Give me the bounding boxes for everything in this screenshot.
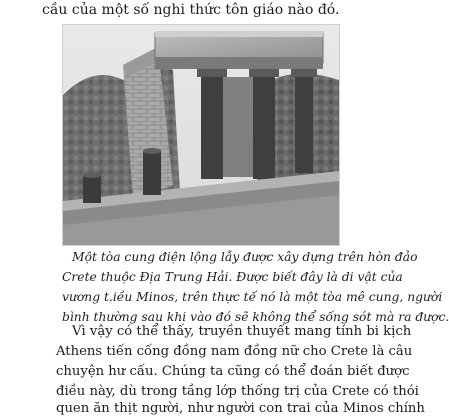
body-line-1 <box>72 321 412 342</box>
body-line-4-text: điều này, dù trong tầng lớp thống trị của Crete có thói <box>56 384 419 399</box>
text-line-top: cầu của một số nghi thức tôn giáo nào đó. <box>42 2 340 18</box>
caption-line-2 <box>62 267 403 287</box>
caption-line-2-text: Crete thuộc Địa Trung Hải. Được biết đây là di vật của <box>62 270 403 284</box>
body-line-3-text: chuyện hư cấu. Chúng ta cũng có thể đoán biết được <box>56 364 410 379</box>
caption-line-1-text: Một tòa cung điện lộng lẫy được xây dựng trên hòn đảo <box>72 250 418 264</box>
palace-ruins-illustration <box>63 25 339 245</box>
body-line-1-text: Vì vậy có thể thấy, truyền thuyết mang tính bi kịch <box>72 324 412 339</box>
photo-palace-ruins <box>62 24 340 246</box>
body-line-5 <box>56 398 425 419</box>
body-line-2 <box>56 341 413 362</box>
caption-line-4-text: bình thường sau khi vào đó sẽ không thể sống sót mà ra được. <box>62 310 449 324</box>
body-line-5-text: quen ăn thịt người, như người con trai của Minos chính <box>56 401 425 416</box>
caption-line-3 <box>62 287 443 307</box>
body-line-3 <box>56 361 410 382</box>
caption-line-3-text: vương t.iều Minos, trên thực tế nó là một tòa mê cung, người <box>62 290 443 304</box>
caption-line-1 <box>72 247 418 267</box>
body-line-2-text: Athens tiến cống đồng nam đồng nữ cho Crete là câu <box>56 344 413 359</box>
